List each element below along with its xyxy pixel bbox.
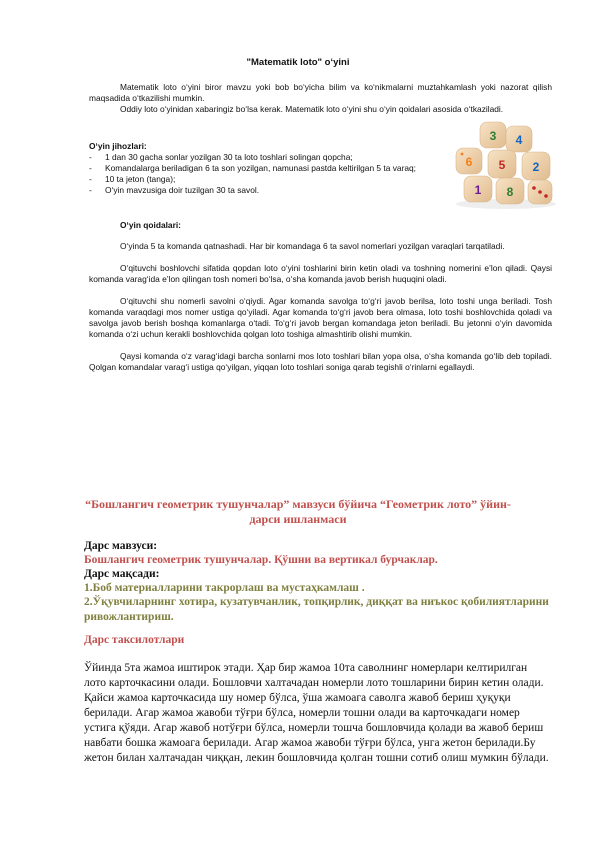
rules-heading: O‘yin qoidalari: xyxy=(120,220,181,230)
list-item: - O‘yin mavzusiga doir tuzilgan 30 ta savol. xyxy=(89,185,260,195)
list-item: - 1 dan 30 gacha sonlar yozilgan 30 ta loto toshlari solingan qopcha; xyxy=(89,152,353,162)
equipment-heading: O‘yin jihozlari: xyxy=(89,141,147,151)
rules-paragraph-2: O‘qituvchi boshlovchi sifatida qopdan loto o‘yini toshlarini birin ketin oladi va toshning nomerini e’lon qiladi. Qaysi komanda varag‘ida e’lon qilingan tosh nomeri bo‘lsa, o‘sha komanda javob berish huquqini oladi. xyxy=(89,263,552,284)
dice-number: 6 xyxy=(465,155,473,169)
rules-paragraph-4: Qaysi komanda o‘z varag‘idagi barcha sonlarni mos loto toshlari bilan yopa olsa, o‘sha komanda go‘lib deb topiladi. Qolgan komandalar varag‘i ustiga qo‘yilgan, yiqqan loto toshlari soniga qarab tegishli o‘rinlarni egallaydi. xyxy=(89,351,552,372)
section1-title: "Matematik loto" o‘yini xyxy=(246,57,350,68)
list-item: - Komandalarga beriladigan 6 ta son yozilgan, namunasi pastda keltirilgan 5 ta varaq; xyxy=(89,163,416,173)
intro-paragraph-1: Matematik loto o‘yini biror mavzu yoki bob bo‘yicha bilim va ko‘nikmalarni muztahkamlash yoki nazorat qilish maqsadida o‘tkazilishi mumkin. xyxy=(89,82,552,103)
goal-item-2: 2.Ўқувчиларнинг хотира, кузатувчанлик, топқирлик, диққат ва ниъкос қобилиятларини ривожлантириш. xyxy=(84,596,549,623)
topic-text: Бошлангич геометрик тушунчалар. Қўшни ва вертикал бурчаклар. xyxy=(84,554,438,566)
stages-label: Дарс таксилотлари xyxy=(84,634,185,646)
section2-body: Ўйинда 5та жамоа иштирок этади. Ҳар бир жамоа 10та саволнинг номерлари келтирилган лото карточкасини олади. Бошловчи халтачадан номерли лото тошларини бирин кетин олади. Қайси жамоа карточкасида шу номер бўлса, ўша жамоага саволга жавоб бериш ҳуқуқи берилади. Агар жамоа жавоби тўғри бўлса, номерли тошни олади ва карточкадаги номер устига қўяди. Агар жавоб нотўғри бўлса, номерли тошча бошловчида қолади ва жавоб бериш навбати бошка жамоага берилади. Агар жамоа жавоби тўғри бўлса, унга жетон берилади.Бу жетон билан халтачадан чиққан, лекин бошловчида қолган тошни сотиб олиш мумкин бўлади. xyxy=(84,662,549,764)
list-item: - 10 ta jeton (tanga); xyxy=(89,174,176,184)
goal-item-1: 1.Боб материалларини такрорлаш ва мустаҳкамлаш . xyxy=(84,582,365,594)
dice-image xyxy=(450,118,558,210)
dice-number: 4 xyxy=(515,133,523,147)
dice-number: 5 xyxy=(498,158,506,172)
dice-number: 2 xyxy=(532,160,540,174)
dice-number: 3 xyxy=(489,129,497,143)
rules-paragraph-3: O‘qituvchi shu nomerli savolni o‘qiydi. Agar komanda savolga to‘g‘ri javob berilsa, loto toshi unga beriladi. Tosh komanda varaqdagi mos nomer ustiga qo‘yiladi. Agar komanda to‘g‘ri javob bera olmasa, loto toshi boshlovchida qoladi va savolga javob berish boshqa komanlarga o‘tadi. To‘g‘ri javob bergan komandaga jeton beriladi. Bu jetonni o‘yin davomida komanda o‘zi uchun kerakli boshlovchida qolgan loto toshiga almashtirib olishi mumkin. xyxy=(89,296,552,339)
equipment-list xyxy=(89,152,449,196)
intro-paragraph-2: Oddiy loto o‘yinidan xabaringiz bo‘lsa kerak. Matematik loto o‘yini shu o‘yin qoidalari asosida o‘tkaziladi. xyxy=(120,104,504,114)
goal-label: Дарс мақсади: xyxy=(84,568,160,580)
rules-paragraph-1: O‘yinda 5 ta komanda qatnashadi. Har bir komandaga 6 ta savol nomerlari yozilgan varaqlari tarqatiladi. xyxy=(120,241,505,251)
section2-title: “Бошлангич геометрик тушунчалар” мавзуси бўйича “Геометрик лото” ўйин-дарси ишланмаси xyxy=(85,497,511,526)
topic-label: Дарс мавзуси: xyxy=(84,540,158,552)
dice-number: 8 xyxy=(506,185,514,199)
dice-number: 1 xyxy=(474,183,482,197)
